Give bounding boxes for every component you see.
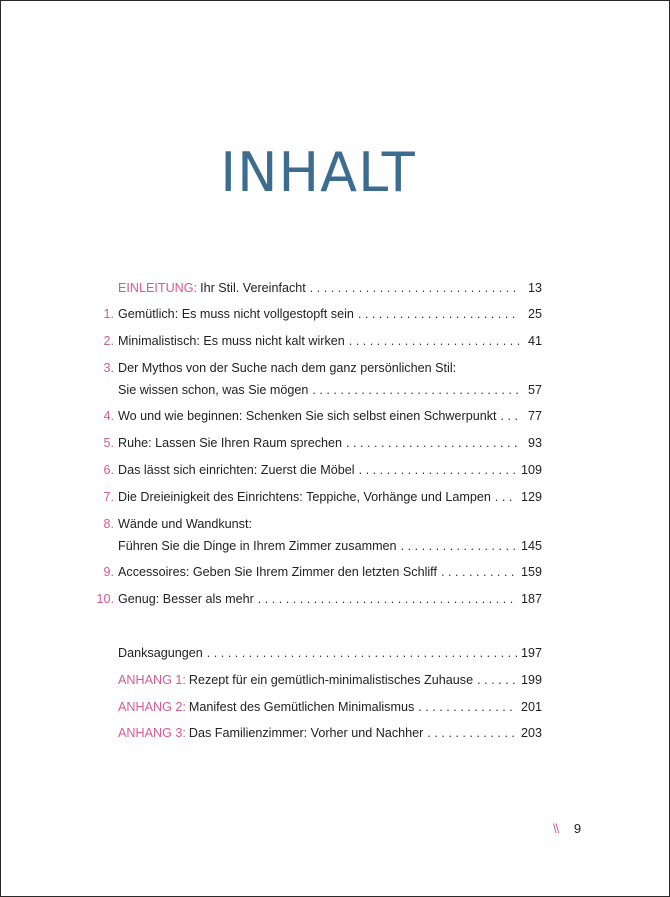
- chapter-title: Wände und Wandkunst:: [118, 516, 252, 531]
- chapter-title: Genug: Besser als mehr: [118, 592, 254, 607]
- chapter-title: Ruhe: Lassen Sie Ihren Raum sprechen: [118, 436, 343, 451]
- chapter-page: 41: [527, 333, 542, 348]
- chapter-number: 1.: [103, 307, 114, 321]
- chapter-title: Der Mythos von der Suche nach dem ganz persönlichen Stil:: [118, 360, 457, 375]
- leader-dots: [427, 720, 517, 747]
- toc-intro-page: 13: [527, 281, 542, 295]
- chapter-title-continued: Sie wissen schon, was Sie mögen: [118, 382, 309, 397]
- chapter-title: Gemütlich: Es muss nicht vollgestopft sein: [118, 307, 354, 321]
- leader-dots: [207, 640, 517, 667]
- leader-dots: [258, 586, 517, 613]
- leader-dots: [418, 694, 517, 721]
- section-spacer: [118, 613, 542, 640]
- chapter-number: 6.: [103, 462, 114, 477]
- appendix-label: ANHANG 3:: [118, 726, 186, 741]
- chapter-page: 57: [527, 382, 542, 397]
- page-footer: [553, 821, 581, 836]
- chapter-number: 2.: [103, 333, 114, 348]
- toc-chapter-9: [103, 559, 542, 586]
- toc-chapter-6: [103, 457, 542, 484]
- toc-intro-label: EINLEITUNG:: [118, 281, 198, 295]
- chapter-page: 25: [527, 307, 542, 321]
- leader-dots: [349, 328, 520, 355]
- chapter-number: 3.: [103, 360, 114, 375]
- page-number: 9: [573, 821, 582, 836]
- leader-dots: [346, 430, 520, 457]
- leader-dots: [359, 457, 517, 484]
- toc-chapter-5: [103, 430, 542, 457]
- appendix-label: ANHANG 2:: [118, 699, 186, 714]
- back-matter-page: 201: [520, 699, 542, 714]
- back-matter-title: Danksagungen: [118, 645, 203, 660]
- chapter-page: 187: [520, 592, 542, 607]
- chapter-number: 5.: [103, 436, 114, 451]
- back-matter-page: 197: [520, 645, 542, 660]
- toc-chapter-4: [103, 403, 542, 430]
- leader-dots: [495, 484, 517, 511]
- back-matter-title: Manifest des Gemütlichen Minimalismus: [188, 699, 415, 714]
- leader-dots: [312, 377, 520, 404]
- chapter-page: 93: [527, 436, 542, 451]
- leader-dots: [358, 301, 520, 328]
- chapter-page: 159: [520, 565, 542, 580]
- back-matter-title: Das Familienzimmer: Vorher und Nachher: [188, 726, 424, 741]
- toc-intro: [118, 275, 542, 301]
- chapter-number: 9.: [103, 565, 114, 580]
- toc-intro-text: Ihr Stil. Vereinfacht: [200, 281, 306, 295]
- chapter-number: 4.: [103, 409, 114, 424]
- back-matter-page: 203: [520, 726, 542, 741]
- chapter-title: Die Dreieinigkeit des Einrichtens: Teppiche, Vorhänge und Lampen: [118, 489, 491, 504]
- appendix-label: ANHANG 1:: [118, 672, 186, 687]
- chapter-page: 77: [527, 409, 542, 424]
- chapter-title: Accessoires: Geben Sie Ihrem Zimmer den letzten Schliff: [118, 565, 437, 580]
- toc-acknowledgements: [118, 640, 542, 667]
- toc-chapter-7: [103, 484, 542, 511]
- chapter-number: 10.: [96, 592, 114, 607]
- toc-chapter-3: [103, 355, 542, 404]
- chapter-title: Minimalistisch: Es muss nicht kalt wirken: [118, 333, 345, 348]
- leader-dots: [477, 667, 517, 694]
- chapter-page: 129: [520, 489, 542, 504]
- table-of-contents: [96, 275, 542, 747]
- back-matter-page: 199: [520, 672, 542, 687]
- toc-chapter-2: [103, 328, 542, 355]
- toc-appendix-3: [118, 720, 542, 747]
- page-title: INHALT: [220, 141, 416, 204]
- footer-mark: \\: [553, 821, 559, 836]
- back-matter-title: Rezept für ein gemütlich-minimalistisches Zuhause: [188, 672, 474, 687]
- leader-dots: [441, 559, 517, 586]
- toc-chapter-1: [103, 301, 542, 328]
- chapter-number: 8.: [103, 516, 114, 531]
- chapter-page: 145: [520, 538, 542, 553]
- chapter-title: Wo und wie beginnen: Schenken Sie sich selbst einen Schwerpunkt: [118, 409, 497, 424]
- toc-appendix-2: [118, 694, 542, 721]
- toc-chapter-8: [103, 511, 542, 560]
- leader-dots: [501, 403, 520, 430]
- chapter-page: 109: [520, 462, 542, 477]
- leader-dots: [310, 275, 520, 301]
- toc-appendix-1: [118, 667, 542, 694]
- leader-dots: [401, 533, 517, 560]
- chapter-number: 7.: [103, 489, 114, 504]
- chapter-title-continued: Führen Sie die Dinge in Ihrem Zimmer zusammen: [118, 538, 397, 553]
- toc-chapter-10: [96, 586, 542, 613]
- chapter-title: Das lässt sich einrichten: Zuerst die Möbel: [118, 462, 355, 477]
